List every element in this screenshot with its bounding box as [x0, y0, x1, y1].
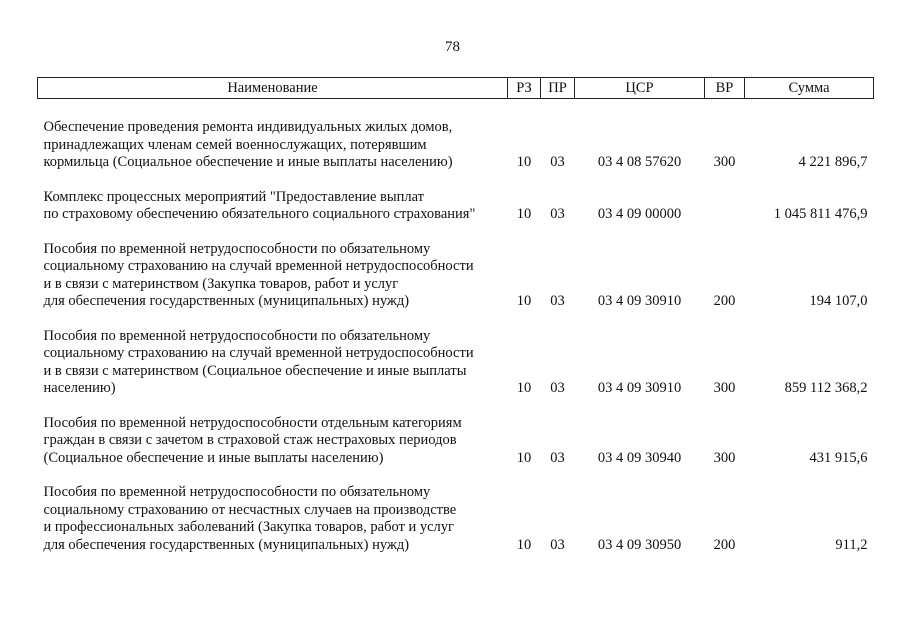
table-row: [38, 328, 874, 398]
gap-row: [38, 224, 874, 241]
gap-row: [38, 172, 874, 189]
row-name: Пособия по временной нетрудоспособности отдельным категориям граждан в связи с зачетом в страховой стаж нестраховых периодов (Социальное обеспечение и иные выплаты населению): [43, 414, 462, 466]
row-sum: 859 112 368,2: [784, 380, 868, 396]
gap-row: [38, 398, 874, 415]
row-csr: 03 4 09 30950: [597, 536, 682, 553]
header-vr: ВР: [705, 78, 745, 99]
row-rz: 10: [516, 449, 532, 466]
header-row: [38, 78, 874, 99]
row-sum: 194 107,0: [809, 293, 868, 309]
header-csr: ЦСР: [575, 78, 705, 99]
table-row: [38, 484, 874, 554]
row-pr: 03: [550, 449, 565, 466]
row-rz: 10: [516, 536, 532, 553]
row-rz: 10: [516, 293, 532, 309]
row-sum: 911,2: [835, 536, 868, 553]
row-pr: 03: [550, 154, 565, 170]
row-name: Комплекс процессных мероприятий "Предоставление выплат по страховому обеспечению обязательного социального страхования": [43, 188, 476, 222]
row-vr: 200: [713, 536, 736, 553]
table-row: [38, 415, 874, 468]
spacer-row: [38, 99, 874, 120]
row-vr: 300: [713, 380, 736, 396]
row-sum: 431 915,6: [809, 449, 868, 466]
row-csr: 03 4 08 57620: [597, 154, 682, 170]
row-vr: [705, 189, 745, 224]
budget-table: [37, 77, 874, 554]
row-pr: 03: [550, 206, 565, 222]
row-csr: 03 4 09 30940: [597, 449, 682, 466]
header-pr: ПР: [541, 78, 575, 99]
header-sum: Сумма: [745, 78, 874, 99]
gap-row: [38, 467, 874, 484]
gap-row: [38, 311, 874, 328]
row-csr: 03 4 09 00000: [597, 206, 682, 222]
header-name: Наименование: [38, 78, 508, 99]
row-name: Обеспечение проведения ремонта индивидуальных жилых домов, принадлежащих членам семей военнослужащих, потерявшим кормильца (Социальное обеспечение и иные выплаты населению): [43, 119, 453, 170]
row-vr: 300: [713, 154, 736, 170]
row-csr: 03 4 09 30910: [597, 293, 682, 309]
table-body: [38, 99, 874, 555]
row-name: Пособия по временной нетрудоспособности по обязательному социальному страхованию на случай временной нетрудоспособности и в связи с материнством (Закупка товаров, работ и услуг для обеспечения государственных (муниципальных) нужд): [43, 240, 474, 309]
row-vr: 300: [713, 449, 736, 466]
table-row: [38, 241, 874, 311]
header-rz: РЗ: [508, 78, 541, 99]
row-sum: 4 221 896,7: [798, 154, 868, 170]
row-rz: 10: [516, 206, 532, 222]
row-name: Пособия по временной нетрудоспособности по обязательному социальному страхованию от несчастных случаев на производстве и профессиональных заболеваний (Закупка товаров, работ и услуг для обеспечения государственных (муниципальных) нужд): [43, 484, 457, 553]
row-pr: 03: [550, 380, 565, 396]
table-header: [38, 78, 874, 99]
table-row: [38, 189, 874, 224]
row-rz: 10: [516, 380, 532, 396]
row-vr: 200: [713, 293, 736, 309]
row-sum: 1 045 811 476,9: [773, 206, 868, 222]
page-number: 78: [445, 39, 460, 55]
row-pr: 03: [550, 293, 565, 309]
table-row: [38, 119, 874, 172]
row-rz: 10: [516, 154, 532, 170]
row-csr: 03 4 09 30910: [597, 380, 682, 396]
row-name: Пособия по временной нетрудоспособности по обязательному социальному страхованию на случай временной нетрудоспособности и в связи с материнством (Социальное обеспечение и иные выплаты населению): [43, 327, 474, 396]
row-pr: 03: [550, 536, 565, 553]
